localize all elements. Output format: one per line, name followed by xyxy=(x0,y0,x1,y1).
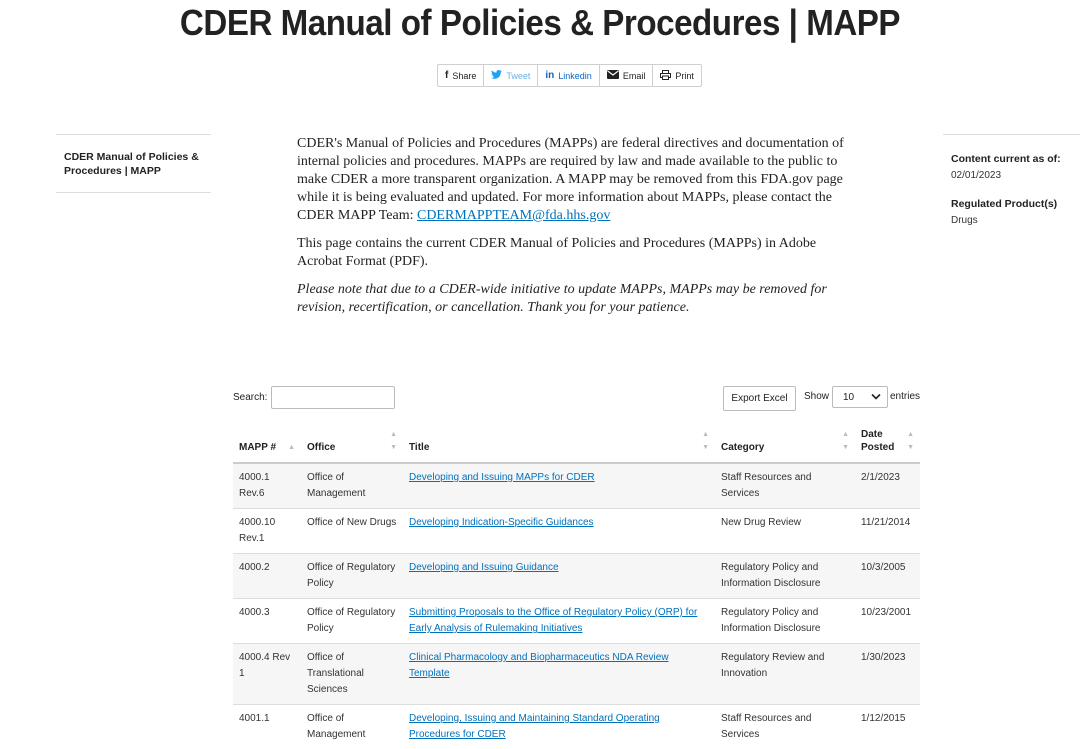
mapp-title-link[interactable]: Developing Indication-Specific Guidances xyxy=(409,517,594,528)
mapp-table xyxy=(233,428,920,749)
tweet-label: Tweet xyxy=(506,70,531,81)
cell-title xyxy=(403,509,715,554)
intro-content xyxy=(297,135,862,327)
column-header-category[interactable] xyxy=(715,428,855,463)
mapp-title-link[interactable]: Submitting Proposals to the Office of Regulatory Policy (ORP) for Early Analysis of Rulemaking Initiatives xyxy=(409,607,698,634)
content-current-date: 02/01/2023 xyxy=(951,170,1002,181)
cell-category: Regulatory Review and Innovation xyxy=(715,644,855,705)
share-bar xyxy=(437,64,702,87)
print-button[interactable] xyxy=(653,65,701,86)
table-row xyxy=(233,509,920,554)
share-label: Share xyxy=(452,70,477,81)
column-header-title-label: Title xyxy=(409,442,430,453)
table-row xyxy=(233,705,920,749)
cell-office: Office of Translational Sciences xyxy=(301,644,403,705)
column-header-mapp-label: MAPP # xyxy=(239,442,277,453)
linkedin-icon: in xyxy=(545,70,555,81)
column-header-mapp[interactable] xyxy=(233,428,301,463)
cell-mapp: 4001.1 xyxy=(233,705,301,749)
page-title: CDER Manual of Policies & Procedures | MAPP xyxy=(179,2,901,43)
regulated-products-value: Drugs xyxy=(951,215,978,226)
table-row xyxy=(233,463,920,509)
column-header-office[interactable] xyxy=(301,428,403,463)
column-header-date-label xyxy=(861,428,894,454)
sort-icon: ▲ ▼ xyxy=(390,431,397,451)
sort-asc-icon: ▲ xyxy=(288,444,295,451)
twitter-icon xyxy=(491,70,502,82)
cell-mapp: 4000.1 Rev.6 xyxy=(233,463,301,509)
cell-office: Office of Regulatory Policy xyxy=(301,554,403,599)
column-header-date-line1: Date xyxy=(861,429,883,440)
cell-mapp: 4000.3 xyxy=(233,599,301,644)
cell-mapp: 4000.10 Rev.1 xyxy=(233,509,301,554)
column-header-date-line2: Posted xyxy=(861,442,895,453)
intro-paragraph-1-text: CDER's Manual of Policies and Procedures (MAPPs) are federal directives and documentation of internal policies and procedures. MAPPs are required by law and made available to the public to make CDER a more transparent organization. A MAPP may be removed from this FDA.gov page while it is being evaluated and updated. For more information about MAPPs, please contact the CDER MAPP Team: xyxy=(297,136,844,223)
sort-icon: ▲ ▼ xyxy=(702,431,709,451)
cell-title xyxy=(403,644,715,705)
mapp-title-link[interactable]: Developing, Issuing and Maintaining Standard Operating Procedures for CDER xyxy=(409,713,660,740)
entries-per-page-value: 10 xyxy=(843,391,855,403)
show-label: Show xyxy=(804,391,830,402)
mapp-title-link[interactable]: Developing and Issuing MAPPs for CDER xyxy=(409,472,595,483)
cell-office: Office of Regulatory Policy xyxy=(301,599,403,644)
content-meta-panel xyxy=(943,134,1080,242)
mapp-title-link[interactable]: Developing and Issuing Guidance xyxy=(409,562,559,573)
cell-category: New Drug Review xyxy=(715,509,855,554)
left-sidebar-nav xyxy=(56,134,211,193)
linkedin-label: Linkedin xyxy=(558,70,592,81)
search-label: Search: xyxy=(233,392,268,403)
linkedin-button[interactable] xyxy=(538,65,599,86)
tweet-button[interactable] xyxy=(484,65,538,86)
table-row xyxy=(233,644,920,705)
envelope-icon xyxy=(607,70,619,81)
cell-mapp: 4000.4 Rev 1 xyxy=(233,644,301,705)
cell-category: Staff Resources and Services xyxy=(715,705,855,749)
cell-date: 1/12/2015 xyxy=(855,705,920,749)
search-input[interactable] xyxy=(271,386,395,409)
cell-office: Office of Management xyxy=(301,463,403,509)
intro-note: Please note that due to a CDER-wide initiative to update MAPPs, MAPPs may be removed for revision, recertification, or cancellation. Thank you for your patience. xyxy=(297,282,827,315)
table-row xyxy=(233,599,920,644)
cell-title xyxy=(403,599,715,644)
printer-icon xyxy=(660,70,671,82)
cell-date: 10/23/2001 xyxy=(855,599,920,644)
chevron-down-icon xyxy=(871,392,881,403)
sort-icon: ▲ ▼ xyxy=(907,431,914,451)
sidebar-item-mapp[interactable]: CDER Manual of Policies & Procedures | MAPP xyxy=(64,151,199,177)
cell-date: 11/21/2014 xyxy=(855,509,920,554)
column-header-office-label: Office xyxy=(307,442,336,453)
regulated-products-label: Regulated Product(s) xyxy=(951,198,1058,210)
cell-mapp: 4000.2 xyxy=(233,554,301,599)
cell-category: Regulatory Policy and Information Disclosure xyxy=(715,554,855,599)
intro-paragraph-2: This page contains the current CDER Manual of Policies and Procedures (MAPPs) in Adobe Acrobat Format (PDF). xyxy=(297,236,817,269)
print-label: Print xyxy=(675,70,694,81)
mapp-team-email-link[interactable]: CDERMAPPTEAM@fda.hhs.gov xyxy=(416,208,611,223)
cell-title xyxy=(403,705,715,749)
column-header-date-posted[interactable] xyxy=(855,428,920,463)
cell-date: 1/30/2023 xyxy=(855,644,920,705)
cell-office: Office of Management xyxy=(301,705,403,749)
table-controls xyxy=(233,385,923,411)
email-label: Email xyxy=(622,70,646,81)
intro-paragraph-1 xyxy=(297,135,862,225)
entries-label: entries xyxy=(890,391,921,402)
facebook-icon: f xyxy=(445,70,449,81)
column-header-category-label: Category xyxy=(721,442,765,453)
table-row xyxy=(233,554,920,599)
sort-icon: ▲ ▼ xyxy=(842,431,849,451)
cell-date: 2/1/2023 xyxy=(855,463,920,509)
email-button[interactable] xyxy=(600,65,654,86)
cell-date: 10/3/2005 xyxy=(855,554,920,599)
cell-category: Regulatory Policy and Information Disclosure xyxy=(715,599,855,644)
column-header-title[interactable] xyxy=(403,428,715,463)
cell-title xyxy=(403,463,715,509)
content-current-label: Content current as of: xyxy=(951,153,1061,165)
share-button[interactable] xyxy=(438,65,484,86)
cell-category: Staff Resources and Services xyxy=(715,463,855,509)
mapp-title-link[interactable]: Clinical Pharmacology and Biopharmaceutics NDA Review Template xyxy=(409,652,669,679)
cell-title xyxy=(403,554,715,599)
export-excel-button[interactable]: Export Excel xyxy=(723,386,796,411)
entries-per-page-select[interactable] xyxy=(832,386,888,408)
cell-office: Office of New Drugs xyxy=(301,509,403,554)
